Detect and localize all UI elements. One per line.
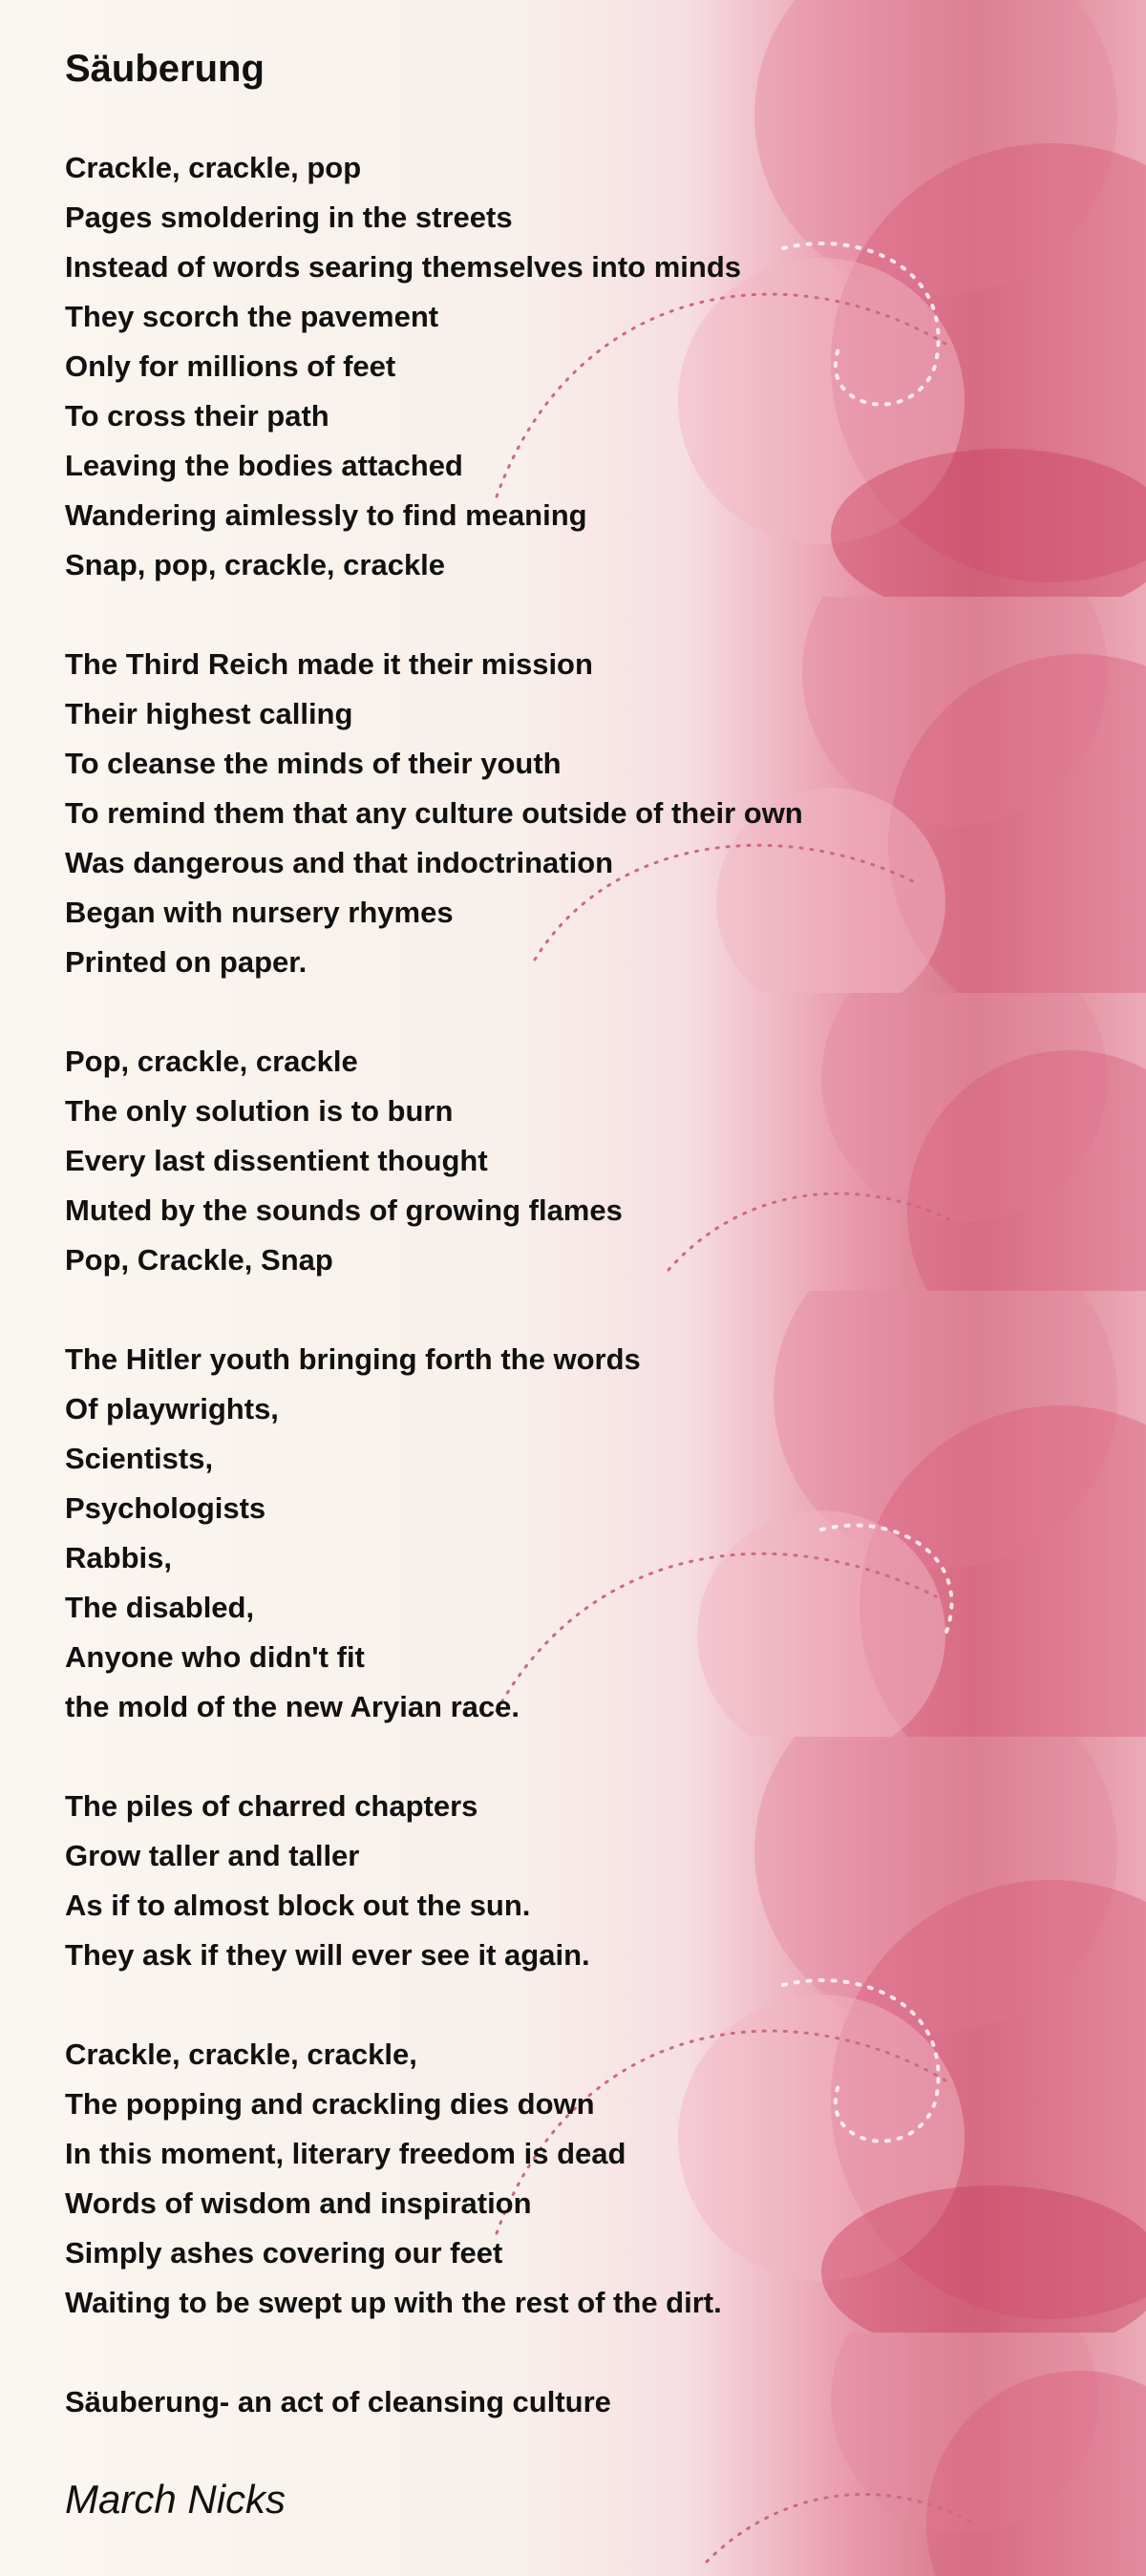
poem-line: Instead of words searing themselves into minds (65, 250, 742, 284)
poem-line: Wandering aimlessly to find meaning (65, 498, 587, 532)
stanza-5 (65, 1782, 1020, 1980)
poem-line: Anyone who didn't fit (65, 1640, 365, 1674)
poem-line: The disabled, (65, 1591, 255, 1624)
author-name: March Nicks (65, 2477, 286, 2522)
poem-line: Only for millions of feet (65, 349, 396, 383)
poem-line: Pop, Crackle, Snap (65, 1243, 333, 1277)
poem-line: The Hitler youth bringing forth the words (65, 1342, 641, 1376)
poem-body (65, 143, 1020, 2427)
poem-line: Words of wisdom and inspiration (65, 2186, 532, 2220)
poem-line: Pop, crackle, crackle (65, 1045, 358, 1078)
poem-line: the mold of the new Aryian race. (65, 1690, 520, 1723)
poem-line: Psychologists (65, 1491, 266, 1525)
poem-line: Leaving the bodies attached (65, 449, 463, 482)
stanza-1 (65, 143, 1020, 590)
poem-line: Their highest calling (65, 697, 353, 730)
poem-line: Was dangerous and that indoctrination (65, 846, 614, 879)
poem-line: Waiting to be swept up with the rest of the dirt. (65, 2286, 722, 2319)
poem-line: Rabbis, (65, 1541, 172, 1574)
poem-line: The piles of charred chapters (65, 1789, 478, 1823)
stanza-2 (65, 640, 1020, 987)
poem-line: Muted by the sounds of growing flames (65, 1193, 623, 1227)
poem-line: Grow taller and taller (65, 1839, 360, 1872)
poem-line: Crackle, crackle, pop (65, 151, 362, 184)
poem-line: Simply ashes covering our feet (65, 2236, 503, 2270)
stanza-3 (65, 1037, 1020, 1285)
poem-line: As if to almost block out the sun. (65, 1889, 531, 1922)
poem-line: To cross their path (65, 399, 329, 433)
poem-line: To cleanse the minds of their youth (65, 747, 562, 780)
poem-line: The popping and crackling dies down (65, 2087, 595, 2121)
poem-line: Crackle, crackle, crackle, (65, 2038, 417, 2071)
poem-line: Säuberung- an act of cleansing culture (65, 2385, 611, 2418)
poem-line: They scorch the pavement (65, 300, 439, 333)
poem-line: The only solution is to burn (65, 1094, 454, 1128)
poem-line: Printed on paper. (65, 945, 308, 979)
poem-line: Of playwrights, (65, 1392, 279, 1425)
poem-line: Every last dissentient thought (65, 1144, 488, 1177)
poem-line: To remind them that any culture outside of their own (65, 796, 803, 830)
poem-line: Pages smoldering in the streets (65, 201, 513, 234)
poem-line: In this moment, literary freedom is dead (65, 2137, 626, 2170)
poem-line: The Third Reich made it their mission (65, 647, 593, 681)
poem-line: Scientists, (65, 1442, 214, 1475)
poem-line: They ask if they will ever see it again. (65, 1938, 590, 1972)
stanza-4 (65, 1335, 1020, 1732)
stanza-6 (65, 2030, 1020, 2328)
poem-title: Säuberung (65, 48, 265, 90)
poem-line: Snap, pop, crackle, crackle (65, 548, 446, 581)
poem-line: Began with nursery rhymes (65, 896, 454, 929)
stanza-7 (65, 2377, 1020, 2427)
